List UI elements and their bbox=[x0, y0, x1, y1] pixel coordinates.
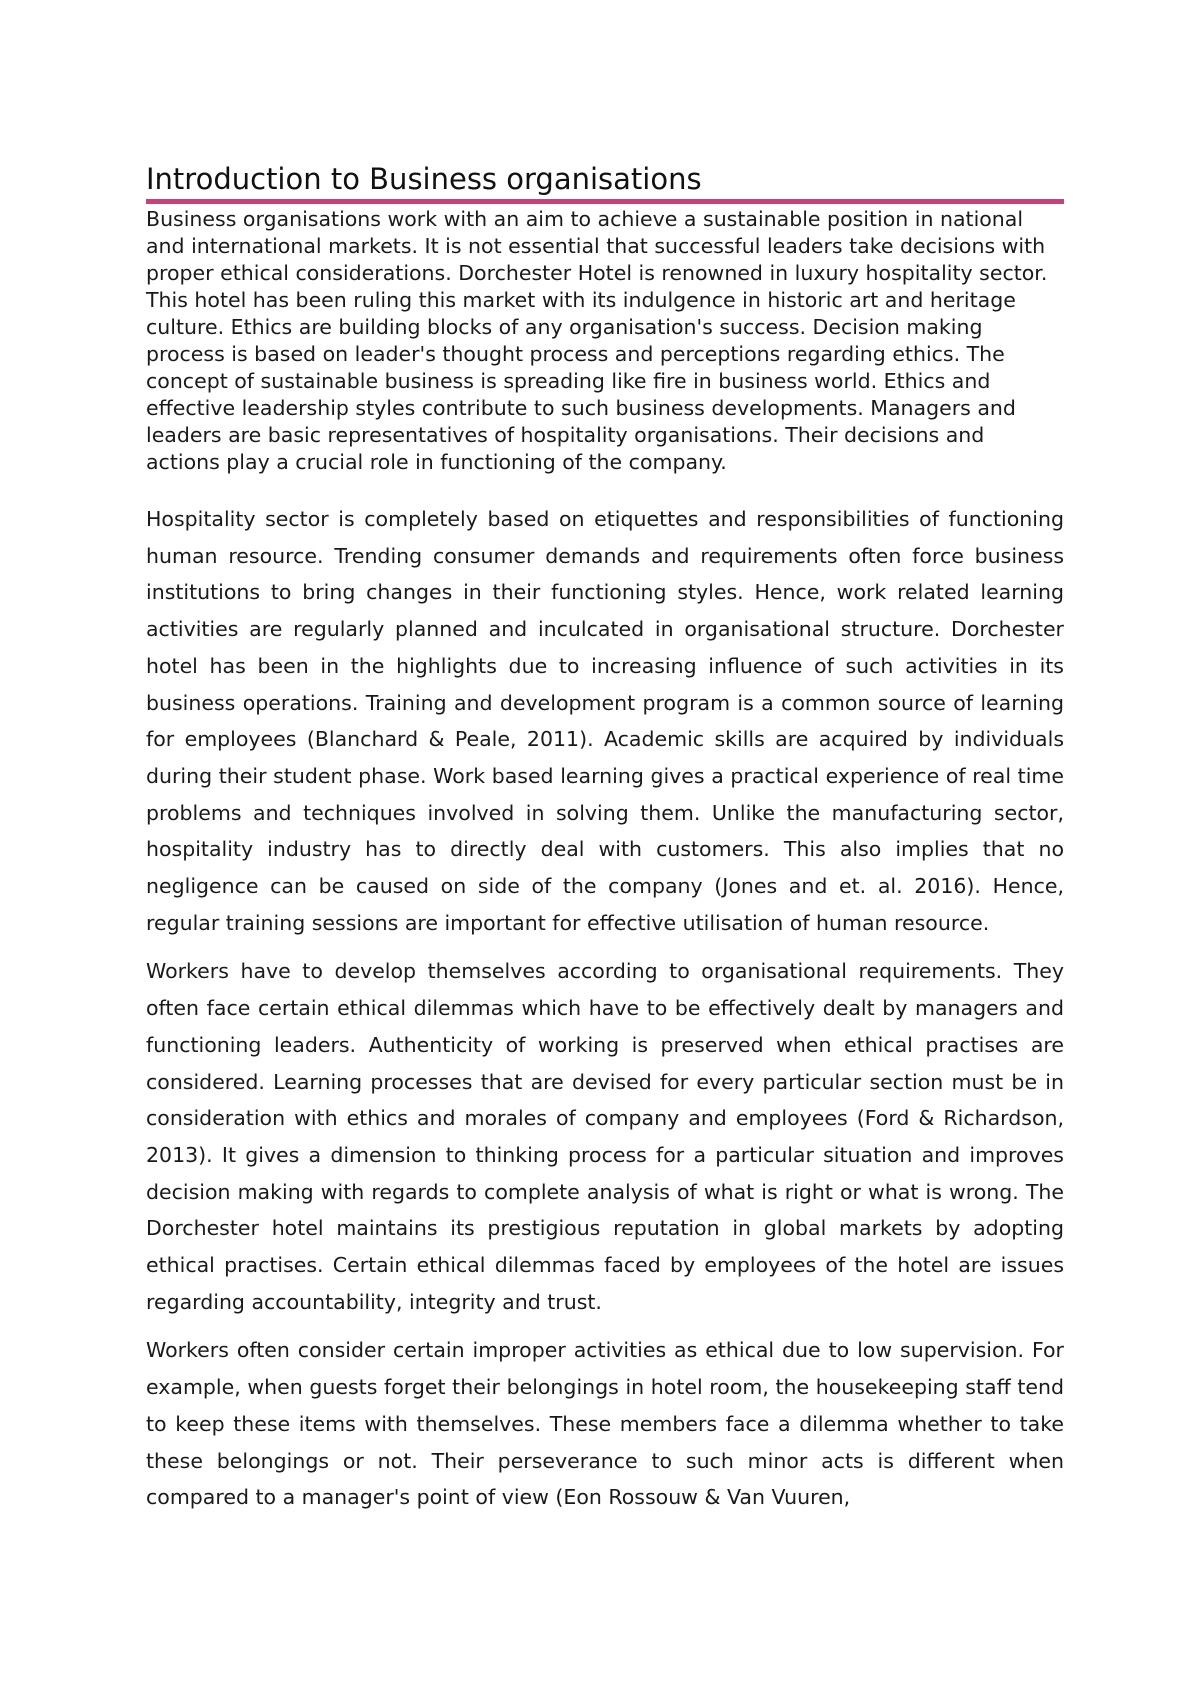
body-paragraph: Workers have to develop themselves according to organisational requirements. They often face certain ethical dilemmas which have to be effectively dealt by managers and functioning leaders. Authenticity of working is preserved when ethical practises are considered. Learning processes that are devised for every particular section must be in consideration with ethics and morales of company and employees (Ford & Richardson, 2013). It gives a dimension to thinking process for a particular situation and improves decision making with regards to complete analysis of what is right or what is wrong. The Dorchester hotel maintains its prestigious reputation in global markets by adopting ethical practises. Certain ethical dilemmas faced by employees of the hotel are issues regarding accountability, integrity and trust. bbox=[146, 959, 1064, 1314]
body-paragraph: Hospitality sector is completely based on etiquettes and responsibilities of functioning human resource. Trending consumer demands and requirements often force business institutions to bring changes in their functioning styles. Hence, work related learning activities are regularly planned and inculcated in organisational structure. Dorchester hotel has been in the highlights due to increasing influence of such activities in its business operations. Training and development program is a common source of learning for employees (Blanchard & Peale, 2011). Academic skills are acquired by individuals during their student phase. Work based learning gives a practical experience of real time problems and techniques involved in solving them. Unlike the manufacturing sector, hospitality industry has to directly deal with customers. This also implies that no negligence can be caused on side of the company (Jones and et. al. 2016). Hence, regular training sessions are important for effective utilisation of human resource. bbox=[146, 507, 1064, 935]
title-underline bbox=[146, 199, 1064, 204]
body-paragraph: Workers often consider certain improper activities as ethical due to low supervision. For example, when guests forget their belongings in hotel room, the housekeeping staff tend to keep these items with themselves. These members face a dilemma whether to take these belongings or not. Their perseverance to such minor acts is different when compared to a manager's point of view (Eon Rossouw & Van Vuuren, bbox=[146, 1338, 1064, 1510]
intro-paragraph: Business organisations work with an aim to achieve a sustainable position in national and international markets. It is not essential that successful leaders take decisions with proper ethical considerations. Dorchester Hotel is renowned in luxury hospitality sector. This hotel has been ruling this market with its indulgence in historic art and heritage culture. Ethics are building blocks of any organisation's success. Decision making process is based on leader's thought process and perceptions regarding ethics. The concept of sustainable business is spreading like fire in business world. Ethics and effective leadership styles contribute to such business developments. Managers and leaders are basic representatives of hospitality organisations. Their decisions and actions play a crucial role in functioning of the company. bbox=[146, 207, 1048, 474]
document-title: Introduction to Business organisations bbox=[146, 162, 702, 196]
document-page bbox=[146, 162, 1064, 1516]
